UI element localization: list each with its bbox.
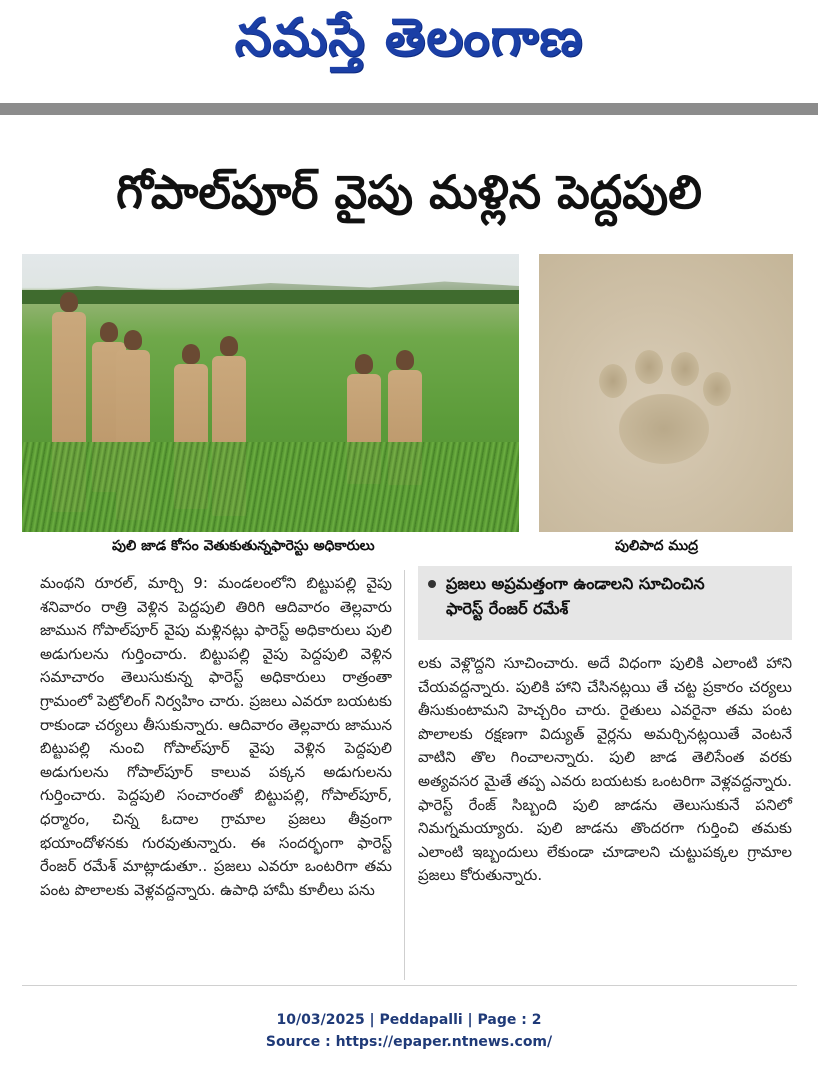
pugmark-pad [619,394,709,464]
footer-source[interactable]: Source : https://epaper.ntnews.com/ [265,1034,553,1050]
pugmark-toe [599,364,627,398]
photo-treeline [22,290,519,304]
masthead-title: నమస్తే తెలంగాణ [234,8,584,68]
masthead [0,0,818,100]
pugmark-toe [703,372,731,406]
pugmark-toe [635,350,663,384]
masthead-rule [0,103,818,115]
pugmark-toe [671,352,699,386]
photo-caption-left: పులి జాడ కోసం వెతుకుతున్నఫారెస్టు అధికారులు [112,538,375,554]
footer-date-edition: 10/03/2025 | Peddapalli | Page : 2 [276,1012,542,1028]
bullet-icon [428,580,436,588]
photo-caption-right: పులిపాద ముద్ర [615,538,698,554]
pugmark-photo [539,254,793,532]
article-headline: గోపాల్‌పూర్ వైపు మళ్లిన పెద్దపులి [116,165,702,219]
article-column-1: మంథని రూరల్, మార్చి 9: మండలంలోని బిట్టుపల్లి వైపు శనివారం రాత్రి వెళ్లిన పెద్దపులి తిరిగి ఆదివారం తెల్లవారు జామున గోపాల్‌పూర్ వైపు మళ్లినట్లు ఫారెస్ట్ అధికారులు పులి అడుగులను గుర్తించారు. బిట్టుపల్లి వైపు పెద్దపులి వెళ్లిన సమాచారం తెలుసుకున్న ఫారెస్ట్ అధికారులు రాత్రంతా గ్రామంలో పెట్రోలింగ్ నిర్వహిం చారు. ప్రజలు ఎవరూ బయటకు రాకుండా చర్యలు తీసుకున్నారు. ఆదివారం తెల్లవారు జామున బిట్టుపల్లి నుంచి గోపాల్‌పూర్ వైపు వెళ్లిన పెద్దపులి అడుగులను గోపాల్‌పూర్ కాలువ పక్కన అడుగులను గుర్తించారు. పెద్దపులి సంచారంతో బిట్టుపల్లి, గోపాల్‌పూర్, ధర్మారం, చిన్న ఓదాల గ్రామాల ప్రజలు తీవ్రంగా భయాందోళనకు గురవుతున్నారు. ఈ సందర్భంగా ఫారెస్ట్ రేంజర్ రమేశ్ మాట్లాడుతూ.. ప్రజలు ఎవరూ ఒంటరిగా తమ పంట పొలాలకు వెళ్లవద్దన్నారు. ఉపాధి హామీ కూలీలు పను [40,574,392,899]
highlight-box [418,566,792,640]
highlight-text: ప్రజలు అప్రమత్తంగా ఉండాలని సూచించిన ఫారెస్ట్ రేంజర్ రమేశ్ [446,574,705,618]
column-divider [404,570,405,980]
bottom-rule [22,985,797,986]
photo-grass [22,442,519,532]
article-column-2: లకు వెళ్లొద్దని సూచించారు. అదే విధంగా పులికి ఎలాంటి హాని చేయవద్దన్నారు. పులికి హాని చేసినట్లయి తే చట్ట ప్రకారం చర్యలు తీసుకుంటామని హెచ్చరిం చారు. రైతులు ఎవరైనా తమ పంట పొలాలకు రక్షణగా విద్యుత్ వైర్లను అమర్చినట్లయితే వెంటనే వాటిని తొల గించాలన్నారు. పులి జాడ తెలిసేంత వరకు అత్యవసర మైతే తప్ప ఎవరు బయటకు ఒంటరిగా వెళ్లవద్దన్నారు. ఫారెస్ట్ రేంజ్ సిబ్బంది పులి జాడను తెలుసుకునే పనిలో నిమగ్నమయ్యారు. పులి జాడను తొందరగా గుర్తించి తమకు ఎలాంటి ఇబ్బందులు లేకుండా చూడాలని చుట్టుపక్కల గ్రామాల ప్రజలు కోరుతున్నారు. [418,654,792,885]
field-photo [22,254,519,532]
